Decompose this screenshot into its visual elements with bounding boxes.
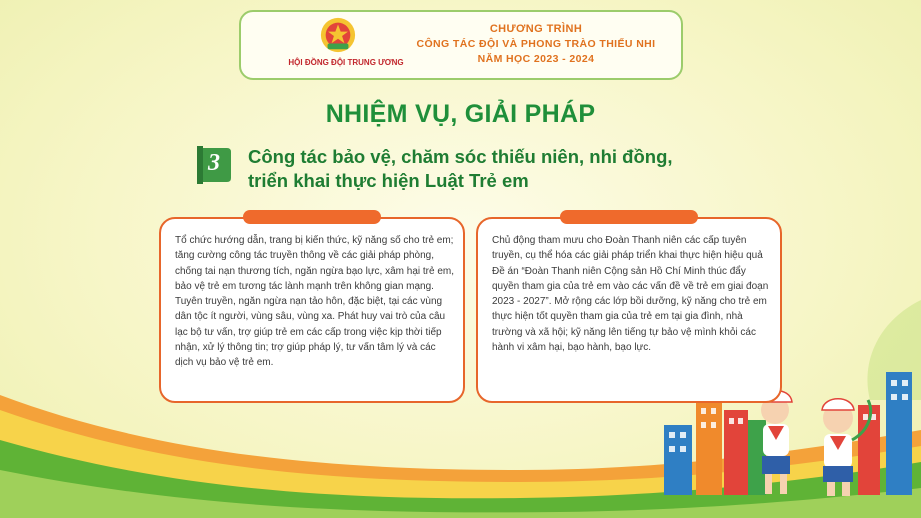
section-subtitle	[248, 145, 768, 193]
section-number-badge	[197, 146, 233, 184]
youth-union-logo-icon	[319, 16, 357, 54]
subtitle-line-1: Công tác bảo vệ, chăm sóc thiếu niên, nhi đồng,	[248, 146, 673, 167]
card-text-right	[492, 233, 772, 355]
org-name: HỘI ĐỒNG ĐỘI TRUNG ƯƠNG	[288, 58, 404, 67]
program-title	[401, 22, 671, 67]
content-card-left	[159, 217, 465, 403]
program-line-1: CHƯƠNG TRÌNH	[489, 23, 583, 35]
card-paragraph: Tổ chức hướng dẫn, trang bị kiến thức, kỹ năng số cho trẻ em; tăng cường công tác truyền thông về các giải pháp phòng, chống tai nạn thương tích, ngăn ngừa bạo lực, xâm hại trẻ em, bảo vệ trẻ em tương tác lành mạnh trên không gian mạng. Tuyên truyền, ngăn ngừa nạn tảo hôn, đặc biệt, tại các vùng dân tộc ít người, vùng sâu, vùng xa. Phát huy vai trò của câu lạc bộ tư vấn, trợ giúp trẻ em các cấp trong việc kịp thời tiếp nhận, xử lý thông tin; trợ giúp pháp lý, tư vấn tâm lý và các dịch vụ bảo vệ trẻ em.	[175, 235, 455, 369]
card-tab	[560, 210, 698, 224]
subtitle-line-2: triển khai thực hiện Luật Trẻ em	[248, 170, 529, 191]
program-line-2: CÔNG TÁC ĐỘI VÀ PHONG TRÀO THIẾU NHI	[416, 38, 656, 50]
section-number: 3	[208, 150, 220, 176]
card-text-left	[175, 233, 455, 371]
content-card-right	[476, 217, 782, 403]
program-header	[239, 10, 683, 80]
section-title: NHIỆM VỤ, GIẢI PHÁP	[325, 100, 596, 128]
program-line-3: NĂM HỌC 2023 - 2024	[477, 53, 595, 65]
card-paragraph: Chủ động tham mưu cho Đoàn Thanh niên các cấp tuyên truyền, cụ thể hóa các giải pháp triển khai thực hiện hiệu quả Đề án “Đoàn Thanh niên Cộng sản Hồ Chí Minh thúc đẩy quyền tham gia của trẻ em vào các vấn đề về trẻ em giai đoạn 2023 - 2027”. Mở rộng các lớp bồi dưỡng, kỹ năng cho trẻ em thực hiện tốt quyền tham gia của trẻ em tại gia đình, nhà trường và xã hội; kỹ năng lên tiếng tự bảo vệ mình khỏi các hành vi xâm hại, bạo hành, bạo lực.	[492, 235, 769, 354]
card-tab	[243, 210, 381, 224]
